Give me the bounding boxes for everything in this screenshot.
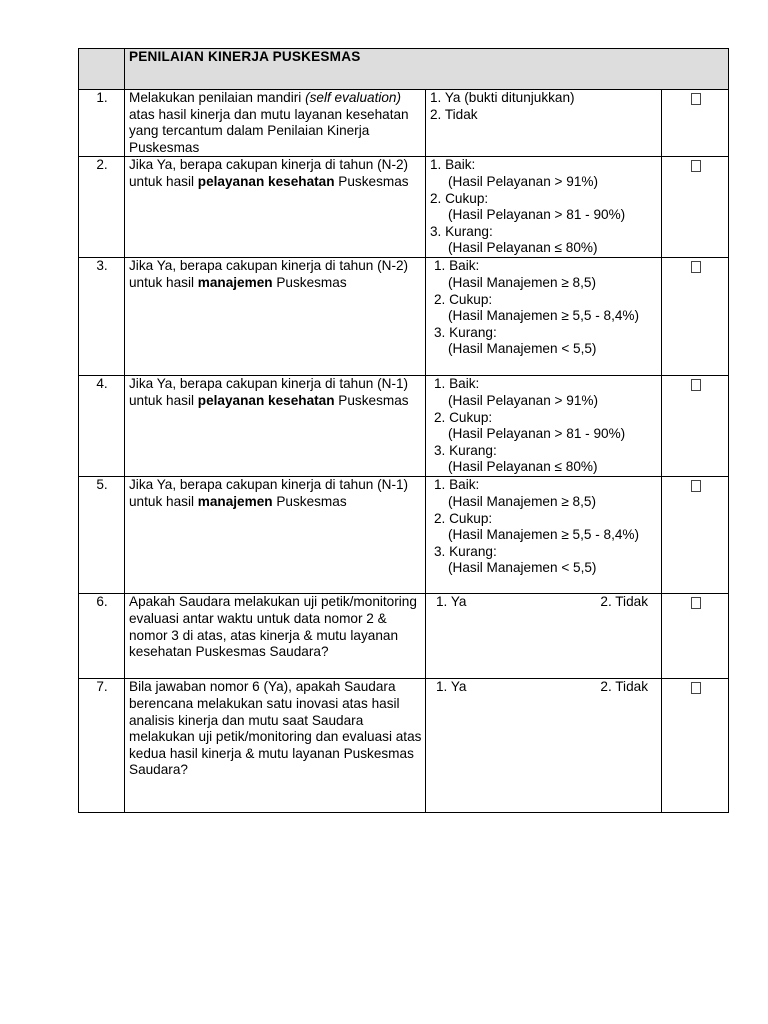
question-cell: Apakah Saudara melakukan uji petik/monitoring evaluasi antar waktu untuk data nomor 2 & nomor 3 di atas, atas kinerja & mutu layanan kesehatan Puskesmas Saudara? bbox=[125, 594, 426, 679]
question-cell: Bila jawaban nomor 6 (Ya), apakah Saudara berencana melakukan satu inovasi atas hasil analisis kinerja dan mutu saat Saudara melakukan uji petik/monitoring dan evaluasi atas kedua hasil kinerja & mutu layanan Puskesmas Saudara? bbox=[125, 679, 426, 813]
option-cukup: 2. Cukup: bbox=[434, 291, 493, 307]
row-number: 3. bbox=[79, 258, 125, 376]
checkbox-cell bbox=[662, 477, 729, 594]
header-number-cell bbox=[79, 49, 125, 90]
option-cukup: 2. Cukup: bbox=[434, 409, 493, 425]
row-number: 1. bbox=[79, 90, 125, 157]
answer-checkbox[interactable] bbox=[691, 597, 701, 609]
yes-no-options bbox=[430, 594, 658, 611]
answer-options-cell bbox=[426, 258, 662, 376]
table-header-row bbox=[79, 49, 729, 90]
answer-options-cell bbox=[426, 90, 662, 157]
row-number: 4. bbox=[79, 376, 125, 477]
yes-no-options bbox=[430, 679, 658, 696]
question-cell: Melakukan penilaian mandiri (self evaluation) atas hasil kinerja dan mutu layanan kesehatan yang tercantum dalam Penilaian Kinerja Puskesmas bbox=[125, 90, 426, 157]
table-row bbox=[79, 258, 729, 376]
option-baik: 1. Baik: bbox=[434, 376, 480, 392]
option-baik: 1. Baik: bbox=[434, 477, 480, 493]
answer-checkbox[interactable] bbox=[691, 379, 701, 391]
answer-checkbox[interactable] bbox=[691, 261, 701, 273]
row-number: 7. bbox=[79, 679, 125, 813]
table-row bbox=[79, 90, 729, 157]
option-baik: 1. Baik: bbox=[430, 157, 476, 173]
answer-options-cell bbox=[426, 477, 662, 594]
table-row bbox=[79, 594, 729, 679]
checkbox-cell bbox=[662, 376, 729, 477]
option-detail: (Hasil Manajemen ≥ 5,5 - 8,4%) bbox=[448, 527, 640, 543]
option-detail: (Hasil Pelayanan > 81 - 90%) bbox=[448, 426, 626, 442]
option-kurang: 3. Kurang: bbox=[430, 223, 493, 239]
option-detail: (Hasil Manajemen ≥ 5,5 - 8,4%) bbox=[448, 308, 640, 324]
option-detail: (Hasil Manajemen < 5,5) bbox=[448, 560, 597, 576]
option-detail: (Hasil Pelayanan > 91%) bbox=[448, 392, 598, 408]
option-detail: (Hasil Manajemen < 5,5) bbox=[448, 341, 597, 357]
table-row bbox=[79, 376, 729, 477]
table-row bbox=[79, 477, 729, 594]
table-title: PENILAIAN KINERJA PUSKESMAS bbox=[129, 49, 361, 64]
option-detail: (Hasil Manajemen ≥ 8,5) bbox=[448, 274, 596, 290]
option-cukup: 2. Cukup: bbox=[434, 510, 493, 526]
checkbox-cell bbox=[662, 157, 729, 258]
answer-options-cell bbox=[426, 594, 662, 679]
question-cell: Jika Ya, berapa cakupan kinerja di tahun (N-2) untuk hasil pelayanan kesehatan Puskesmas bbox=[125, 157, 426, 258]
checkbox-cell bbox=[662, 679, 729, 813]
option-tidak: 2. Tidak bbox=[430, 106, 478, 122]
option-baik: 1. Baik: bbox=[434, 258, 480, 274]
table-row bbox=[79, 679, 729, 813]
option-ya: 1. Ya bbox=[436, 594, 467, 610]
option-detail: (Hasil Pelayanan > 91%) bbox=[448, 173, 598, 189]
option-ya: 1. Ya bbox=[436, 679, 467, 695]
answer-checkbox[interactable] bbox=[691, 93, 701, 105]
option-tidak: 2. Tidak bbox=[600, 594, 648, 610]
option-kurang: 3. Kurang: bbox=[434, 442, 497, 458]
question-cell: Jika Ya, berapa cakupan kinerja di tahun (N-1) untuk hasil manajemen Puskesmas bbox=[125, 477, 426, 594]
checkbox-cell bbox=[662, 594, 729, 679]
answer-options-cell bbox=[426, 157, 662, 258]
table-row bbox=[79, 157, 729, 258]
answer-options-cell bbox=[426, 376, 662, 477]
question-cell: Jika Ya, berapa cakupan kinerja di tahun (N-1) untuk hasil pelayanan kesehatan Puskesmas bbox=[125, 376, 426, 477]
question-cell: Jika Ya, berapa cakupan kinerja di tahun (N-2) untuk hasil manajemen Puskesmas bbox=[125, 258, 426, 376]
option-detail: (Hasil Pelayanan ≤ 80%) bbox=[448, 240, 598, 256]
row-number: 6. bbox=[79, 594, 125, 679]
answer-checkbox[interactable] bbox=[691, 480, 701, 492]
answer-checkbox[interactable] bbox=[691, 682, 701, 694]
option-tidak: 2. Tidak bbox=[600, 679, 648, 695]
option-detail: (Hasil Pelayanan > 81 - 90%) bbox=[448, 207, 626, 223]
option-cukup: 2. Cukup: bbox=[430, 190, 489, 206]
row-number: 5. bbox=[79, 477, 125, 594]
option-detail: (Hasil Manajemen ≥ 8,5) bbox=[448, 493, 596, 509]
row-number: 2. bbox=[79, 157, 125, 258]
option-kurang: 3. Kurang: bbox=[434, 324, 497, 340]
answer-options-cell bbox=[426, 679, 662, 813]
assessment-table bbox=[78, 48, 729, 813]
option-ya: 1. Ya (bukti ditunjukkan) bbox=[430, 90, 575, 105]
option-kurang: 3. Kurang: bbox=[434, 543, 497, 559]
checkbox-cell bbox=[662, 90, 729, 157]
option-detail: (Hasil Pelayanan ≤ 80%) bbox=[448, 459, 598, 475]
checkbox-cell bbox=[662, 258, 729, 376]
answer-checkbox[interactable] bbox=[691, 160, 701, 172]
table-title-cell bbox=[125, 49, 729, 90]
